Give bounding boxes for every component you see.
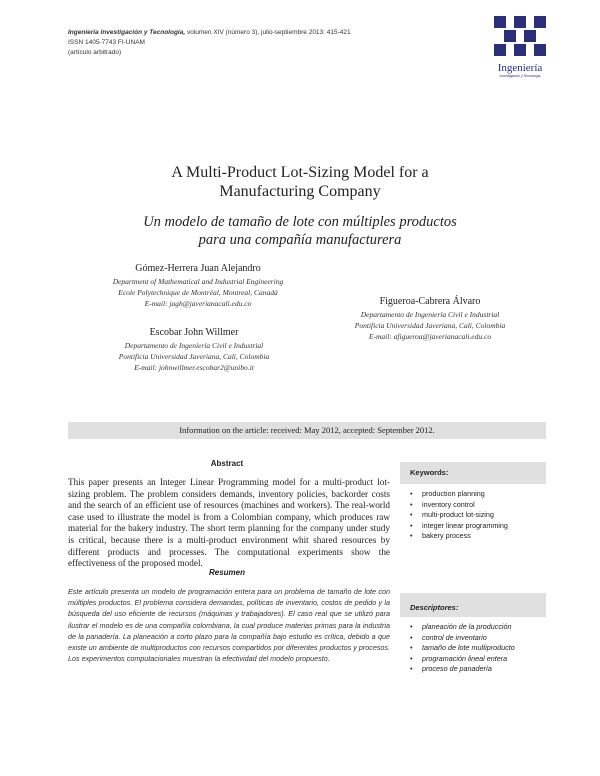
journal-issn: ISSN 1405-7743 FI-UNAM <box>68 39 145 46</box>
keywords-list <box>400 484 546 542</box>
journal-header <box>68 28 428 58</box>
logo-subtext: Investigación y Tecnología <box>499 74 541 78</box>
descriptores-heading: Descriptores: <box>400 593 546 617</box>
author-institution: Ecole Polytechnique de Montréal, Montreal, Canadá <box>118 288 278 297</box>
descriptor-item: • planeación de la producción <box>410 622 536 633</box>
journal-logo <box>488 14 552 78</box>
author-block-3 <box>330 295 530 342</box>
paper-title <box>100 163 500 201</box>
author-email: E-mail: johnwillmer.escobar2@unibo.it <box>134 363 254 372</box>
author-name: Figueroa-Cabrera Álvaro <box>379 296 481 307</box>
title-line-1: A Multi-Product Lot-Sizing Model for a <box>171 164 429 181</box>
review-status: (artículo arbitrado) <box>68 49 122 56</box>
keyword-item: • production planning <box>410 489 536 500</box>
author-institution: Pontificia Universidad Javeriana, Cali, Colombia <box>118 352 270 361</box>
author-department: Department of Mathematical and Industrial Engineering <box>112 277 284 286</box>
keyword-item: • integer linear programming <box>410 521 536 532</box>
journal-name: Ingeniería Investigación y Tecnología, <box>68 29 186 36</box>
subtitle-line-2: para una compañía manufacturera <box>198 232 402 248</box>
keyword-item: • bakery process <box>410 531 536 542</box>
keyword-item: • multi-product lot-sizing <box>410 510 536 521</box>
descriptor-item: • proceso de panadería <box>410 664 536 675</box>
author-name: Escobar John Willmer <box>149 327 239 338</box>
keywords-box <box>400 462 546 542</box>
keywords-heading: Keywords: <box>400 462 546 484</box>
resumen-heading: Resumen <box>208 568 245 577</box>
logo-text: Ingeniería <box>497 62 543 74</box>
descriptor-item: • tamaño de lote multiproducto <box>410 643 536 654</box>
author-email: E-mail: afigueroa@javerianacali.edu.co <box>368 332 492 341</box>
author-block-1 <box>68 262 328 309</box>
title-line-2: Manufacturing Company <box>219 183 381 200</box>
paper-subtitle <box>100 213 500 249</box>
abstract-heading: Abstract <box>210 459 244 468</box>
descriptores-list <box>400 617 546 675</box>
subtitle-line-1: Un modelo de tamaño de lote con múltiples productos <box>143 214 457 230</box>
author-email: E-mail: jagh@javerianacali.edu.co <box>144 299 252 308</box>
journal-citation <box>68 28 428 38</box>
logo-mark-icon <box>488 14 552 60</box>
resumen-text: Este artículo presenta un modelo de programación entera para un problema de tamaño de lote con múltiples productos. El problema considera demandas, políticas de inventario, costos de pedido y la búsqueda del uso eficiente de recursos (máquinas y trabajadores). El caso real que se utilizó para ilustrar el modelo es de una compañía colombiana, la cual produce materias primas para la industria de la panadería. La planeación a corto plazo para la compañía bajo estudio es crítica, debido a que existe un ambiente de multiproductos con recursos compartidos por diferentes productos y procesos. Los experimentos computacionales muestran la efectividad del modelo propuesto. <box>68 587 390 664</box>
author-institution: Pontificia Universidad Javeriana, Cali, Colombia <box>354 321 506 330</box>
descriptor-item: • control de inventario <box>410 633 536 644</box>
article-info-bar: Information on the article: received: May 2012, accepted: September 2012. <box>68 422 546 439</box>
author-name: Gómez-Herrera Juan Alejandro <box>135 263 261 274</box>
descriptor-item: • programación lineal entera <box>410 654 536 665</box>
journal-issue: volumen XIV (número 3), julio-septiembre 2013: 415-421 <box>185 29 351 36</box>
descriptores-box <box>400 593 546 675</box>
author-department: Departamento de Ingeniería Civil e Industrial <box>360 310 500 319</box>
author-block-2 <box>74 326 314 373</box>
keyword-item: • inventory control <box>410 500 536 511</box>
abstract-text: This paper presents an Integer Linear Programming model for a multi-product lot-sizing problem. The problem considers demands, inventory policies, backorder costs and the search of an efficient use of resources (machines and workers). The real-world case used to illustrate the model is from a Colombian company, which produces raw material for the bakery industry. The short term planning for the company under study is critical, because there is a multi-product environment whit shared resources by different products and processes. The computational experiments show the effectiveness of the proposed model. <box>68 477 390 569</box>
author-department: Departamento de Ingeniería Civil e Industrial <box>124 341 264 350</box>
